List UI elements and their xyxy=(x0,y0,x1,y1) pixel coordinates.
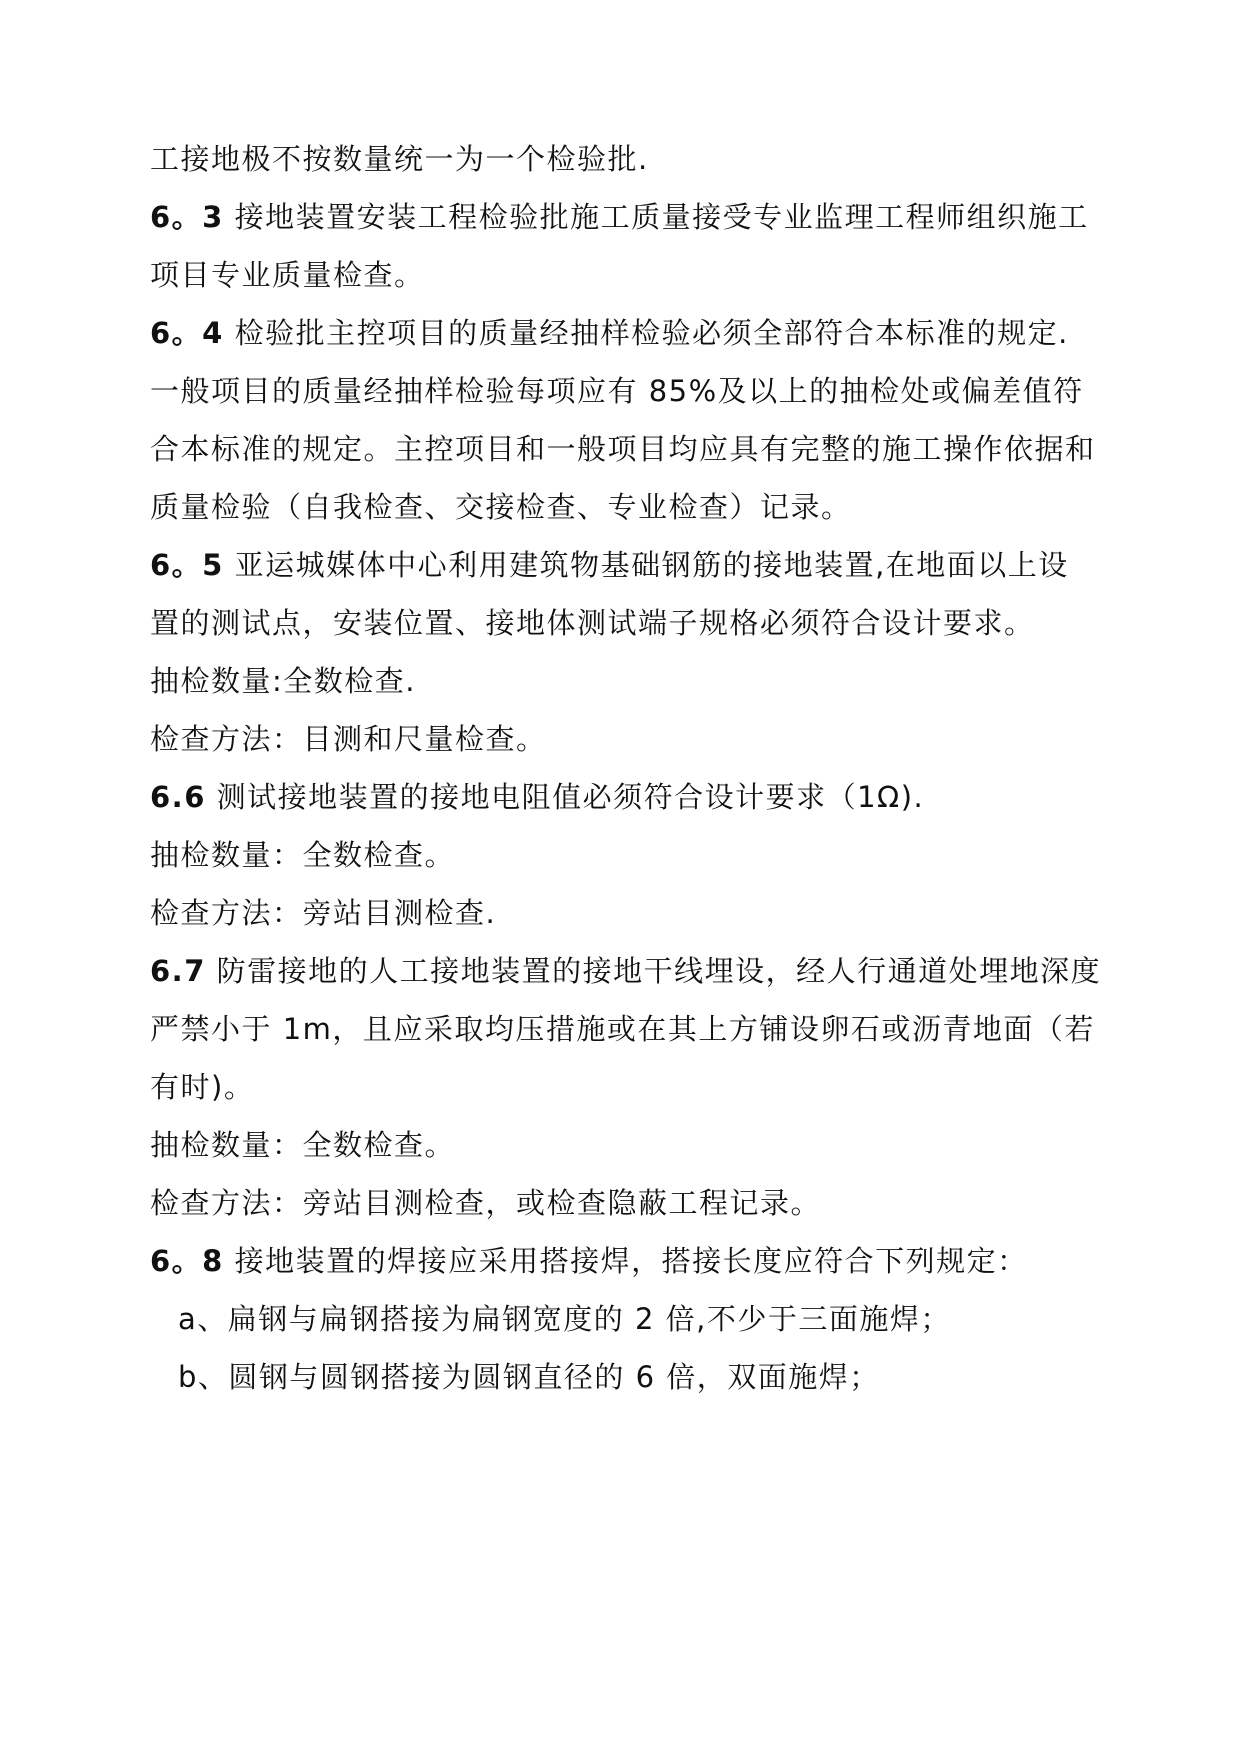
text-line xyxy=(150,137,649,181)
line-text: 有时)。 xyxy=(150,1070,255,1104)
clause-6-4 xyxy=(150,311,1069,355)
list-item-a xyxy=(178,1297,951,1341)
clause-6-7 xyxy=(150,949,1101,993)
line-text: 接地装置的焊接应采用搭接焊，搭接长度应符合下列规定： xyxy=(223,1244,1028,1278)
list-item-b xyxy=(178,1355,880,1399)
clause-number: 6。8 xyxy=(150,1244,224,1278)
text-line xyxy=(150,369,1084,413)
line-text: 抽检数量：全数检查。 xyxy=(150,1128,456,1162)
line-text: 项目专业质量检查。 xyxy=(150,258,425,292)
text-line xyxy=(150,833,455,877)
clause-6-3 xyxy=(150,195,1089,239)
text-line xyxy=(150,1065,254,1109)
text-line xyxy=(150,1181,821,1225)
line-text: 抽检数量：全数检查。 xyxy=(150,838,456,872)
line-text: 检查方法：目测和尺量检查。 xyxy=(150,722,547,756)
line-text: a、扁钢与扁钢搭接为扁钢宽度的 2 倍,不少于三面施焊； xyxy=(178,1302,951,1336)
line-text: 检验批主控项目的质量经抽样检验必须全部符合本标准的规定. xyxy=(223,316,1069,350)
text-line xyxy=(150,601,1035,645)
clause-6-8 xyxy=(150,1239,1028,1283)
line-text: 亚运城媒体中心利用建筑物基础钢筋的接地装置,在地面以上设 xyxy=(223,548,1069,582)
text-line xyxy=(150,1007,1095,1051)
line-text: 接地装置安装工程检验批施工质量接受专业监理工程师组织施工 xyxy=(223,200,1089,234)
line-text: 严禁小于 1m，且应采取均压措施或在其上方铺设卵石或沥青地面（若 xyxy=(150,1012,1095,1046)
line-text: 测试接地装置的接地电阻值必须符合设计要求（1Ω). xyxy=(205,780,925,814)
clause-number: 6。4 xyxy=(150,316,224,350)
clause-number: 6.6 xyxy=(150,780,206,814)
line-text: 抽检数量:全数检查. xyxy=(150,664,416,698)
clause-number: 6。5 xyxy=(150,548,224,582)
line-text: 工接地极不按数量统一为一个检验批. xyxy=(150,142,649,176)
text-line xyxy=(150,485,852,529)
clause-6-6 xyxy=(150,775,924,819)
line-text: 置的测试点，安装位置、接地体测试端子规格必须符合设计要求。 xyxy=(150,606,1035,640)
clause-6-5 xyxy=(150,543,1069,587)
clause-number: 6。3 xyxy=(150,200,224,234)
text-line xyxy=(150,891,496,935)
line-text: 一般项目的质量经抽样检验每项应有 85%及以上的抽检处或偏差值符 xyxy=(150,374,1084,408)
line-text: 检查方法：旁站目测检查，或检查隐蔽工程记录。 xyxy=(150,1186,822,1220)
text-line xyxy=(150,659,416,703)
text-line xyxy=(150,1123,455,1167)
line-text: 检查方法：旁站目测检查. xyxy=(150,896,497,930)
line-text: 合本标准的规定。主控项目和一般项目均应具有完整的施工操作依据和 xyxy=(150,432,1096,466)
line-text: 质量检验（自我检查、交接检查、专业检查）记录。 xyxy=(150,490,852,524)
line-text: 防雷接地的人工接地装置的接地干线埋设，经人行通道处埋地深度 xyxy=(205,954,1102,988)
text-line xyxy=(150,717,547,761)
text-line xyxy=(150,253,425,297)
line-text: b、圆钢与圆钢搭接为圆钢直径的 6 倍，双面施焊； xyxy=(178,1360,880,1394)
text-line xyxy=(150,427,1096,471)
clause-number: 6.7 xyxy=(150,954,206,988)
